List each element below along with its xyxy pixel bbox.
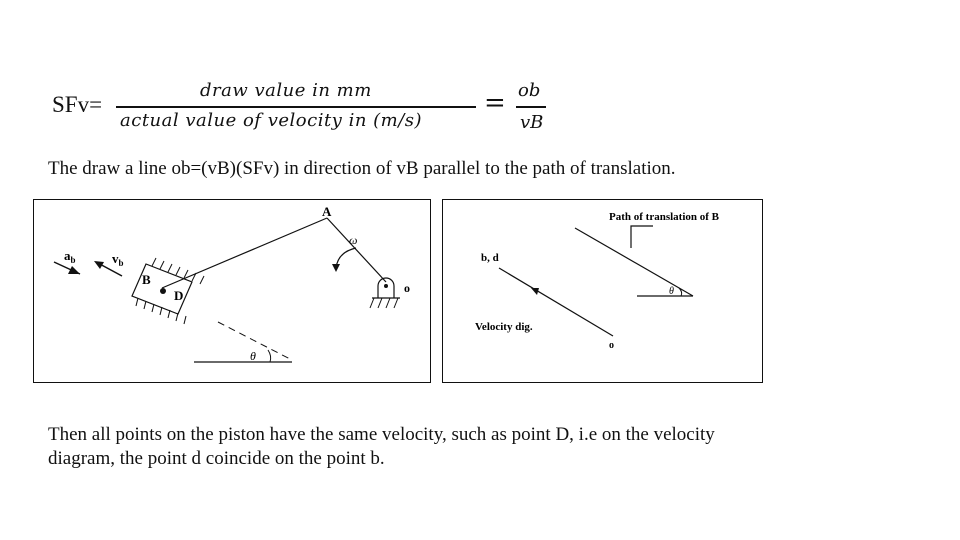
crank-link bbox=[327, 218, 386, 282]
velocity-arrowhead bbox=[531, 288, 539, 295]
label-d: D bbox=[174, 288, 184, 303]
formula-lhs: SFv= bbox=[52, 92, 103, 117]
label-omega: ω bbox=[349, 233, 358, 247]
explanation-paragraph: Then all points on the piston have the same velocity, such as point D, i.e on the velocity diagram, the point d coincide on the point b. bbox=[48, 424, 715, 469]
label-theta-velocity: θ bbox=[669, 286, 674, 297]
fraction-bar bbox=[116, 106, 476, 108]
fraction-bar-rhs bbox=[516, 106, 546, 108]
angle-arc bbox=[268, 350, 271, 362]
path-of-translation-line bbox=[575, 228, 693, 296]
scale-factor-formula bbox=[52, 78, 572, 140]
label-ab: $a_b$ bbox=[64, 248, 76, 265]
step-marker bbox=[631, 226, 653, 248]
path-label: Path of translation of B bbox=[609, 211, 719, 223]
mechanism-svg bbox=[34, 200, 430, 382]
slider-block bbox=[132, 258, 204, 324]
formula-denominator: actual value of velocity in (m/s) bbox=[120, 110, 423, 131]
label-vb: $v_b$ bbox=[112, 251, 124, 268]
label-o-velocity: o bbox=[609, 340, 614, 351]
label-o: o bbox=[404, 281, 410, 295]
formula-equals: = bbox=[484, 88, 506, 118]
formula-rhs-denominator: vB bbox=[520, 112, 544, 133]
velocity-caption: Velocity dig. bbox=[475, 321, 533, 333]
label-b: B bbox=[142, 272, 151, 287]
velocity-diagram bbox=[442, 199, 763, 383]
label-bd: b, d bbox=[481, 252, 499, 264]
velocity-svg bbox=[443, 200, 762, 382]
point-d bbox=[160, 288, 166, 294]
formula-rhs-numerator: ob bbox=[518, 80, 541, 101]
mechanism-diagram bbox=[33, 199, 431, 383]
label-theta: θ bbox=[250, 349, 256, 363]
omega-arrowhead bbox=[332, 264, 340, 272]
pivot-o bbox=[370, 278, 400, 308]
formula-numerator: draw value in mm bbox=[200, 80, 372, 101]
label-a: A bbox=[322, 204, 332, 219]
instruction-line: The draw a line ob=(vB)(SFv) in direction of vB parallel to the path of translation. bbox=[48, 158, 676, 179]
connecting-rod bbox=[162, 218, 327, 288]
